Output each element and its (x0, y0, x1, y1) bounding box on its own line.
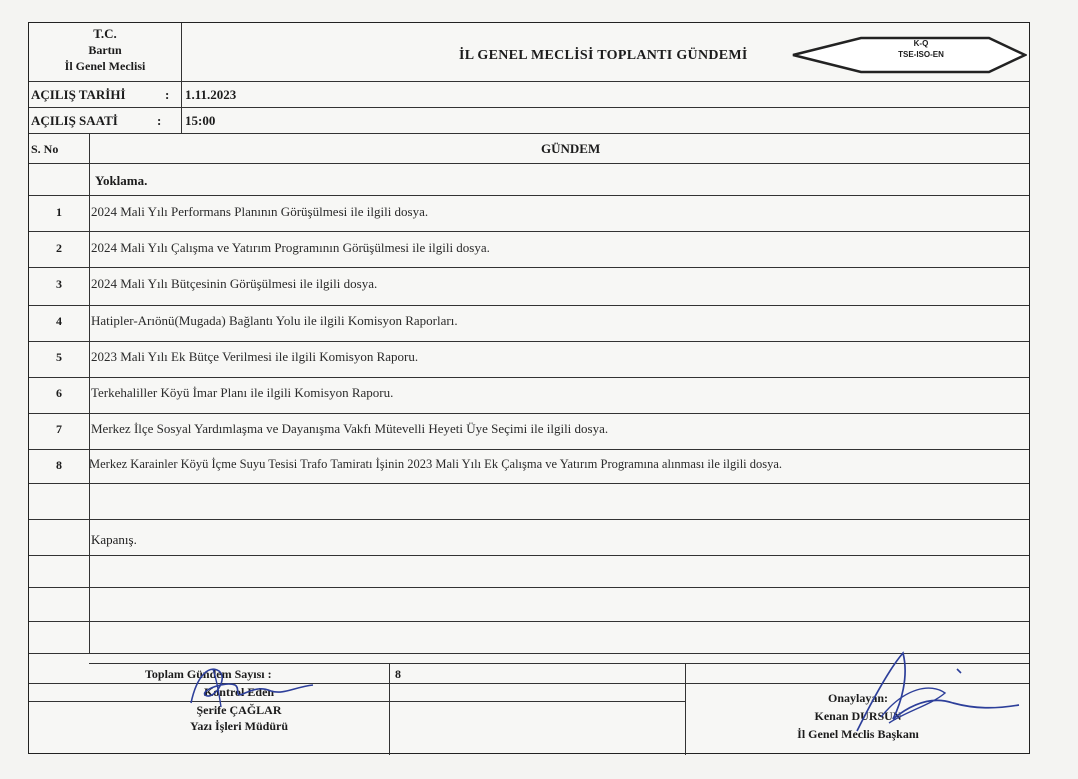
checked-by-name: Şerife ÇAĞLAR (196, 703, 282, 717)
approved-by-label: Onaylayan: (827, 691, 888, 705)
column-header-agenda: GÜNDEM (541, 141, 601, 156)
agenda-row-text: Terkehaliller Köyü İmar Planı ile ilgili Komisyon Raporu. (91, 385, 394, 400)
column-header-no: S. No (31, 142, 59, 156)
approver-signature-icon (785, 647, 1025, 737)
document-title: İL GENEL MECLİSİ TOPLANTI GÜNDEMİ (459, 48, 748, 63)
quality-badge-line-1: K-Q (913, 39, 929, 48)
agenda-row-number: 8 (56, 458, 62, 472)
agenda-row-text: Merkez Karainler Köyü İçme Suyu Tesisi Trafo Tamiratı İşinin 2023 Mali Yılı Ek Çalışma ve Yatırım Programına alınması ile ilgili dosya. (89, 457, 783, 471)
quality-badge (861, 38, 981, 60)
opening-date-label: AÇILIŞ TARİHİ (31, 87, 126, 102)
agenda-row-number: 6 (56, 386, 62, 400)
org-line-1: T.C. (93, 26, 117, 41)
agenda-row-number: 4 (56, 314, 62, 328)
agenda-row-number: 2 (56, 241, 62, 255)
checker-signature-icon (179, 657, 319, 715)
agenda-document (28, 22, 1030, 754)
org-line-2: Bartın (88, 43, 122, 57)
agenda-row-text: 2023 Mali Yılı Ek Bütçe Verilmesi ile ilgili Komisyon Raporu. (91, 349, 419, 364)
organization-block (29, 23, 181, 81)
opening-time-label: AÇILIŞ SAATİ (31, 113, 118, 128)
checked-by-title: Yazı İşleri Müdürü (189, 719, 288, 733)
agenda-row-text: Merkez İlçe Sosyal Yardımlaşma ve Dayanışma Vakfı Mütevelli Heyeti Üye Seçimi ile ilgili dosya. (91, 421, 609, 436)
checked-by-label: Kontrol Eden (203, 685, 275, 699)
approved-by-title: İl Genel Meclis Başkanı (797, 727, 919, 741)
opening-date-separator: : (165, 87, 170, 102)
opening-time-value: 15:00 (185, 113, 216, 128)
agenda-row-text: 2024 Mali Yılı Performans Planının Görüşülmesi ile ilgili dosya. (91, 204, 429, 219)
opening-time-separator: : (157, 113, 162, 128)
total-agenda-value: 8 (395, 667, 401, 681)
total-agenda-label: Toplam Gündem Sayısı : (145, 667, 272, 681)
agenda-row-number: 5 (56, 350, 62, 364)
agenda-row-text: 2024 Mali Yılı Bütçesinin Görüşülmesi ile ilgili dosya. (91, 276, 378, 291)
approved-by-name: Kenan DURSUN (814, 709, 902, 723)
agenda-row-number: 7 (56, 422, 62, 436)
agenda-row-number: 3 (56, 277, 62, 291)
opening-date-value: 1.11.2023 (185, 87, 237, 102)
agenda-row-number: 1 (56, 205, 62, 219)
org-line-3: İl Genel Meclisi (64, 59, 146, 73)
agenda-opening-item: Yoklama. (95, 173, 148, 188)
agenda-row-text: 2024 Mali Yılı Çalışma ve Yatırım Programının Görüşülmesi ile ilgili dosya. (91, 240, 490, 255)
agenda-closing-item: Kapanış. (91, 532, 137, 547)
agenda-row-text: Hatipler-Arıönü(Mugada) Bağlantı Yolu ile ilgili Komisyon Raporları. (91, 313, 458, 328)
quality-badge-line-2: TSE-ISO-EN (898, 50, 944, 59)
